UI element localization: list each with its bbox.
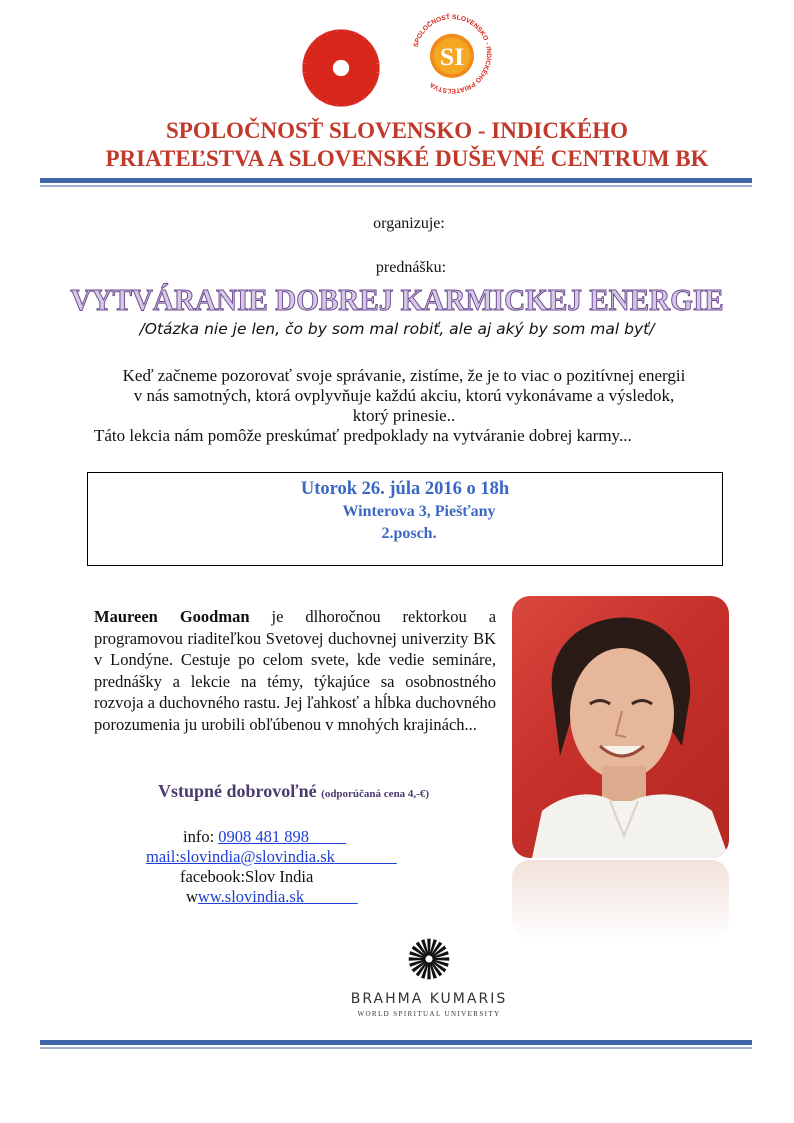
info-label: info:	[183, 827, 219, 846]
intro-line: Táto lekcia nám pomôže preskúmať predpoklady na vytváranie dobrej karmy...	[94, 426, 632, 445]
society-logo	[406, 8, 498, 100]
lecture-label: prednášku:	[375, 259, 447, 276]
footer-org-name: BRAHMA KUMARIS	[350, 991, 508, 1007]
web-prefix: w	[186, 887, 198, 906]
contact-mail-row	[146, 847, 397, 867]
org-title-line2: PRIATEĽSTVA A SLOVENSKÉ DUŠEVNÉ CENTRUM BK	[105, 146, 709, 171]
event-details-box	[87, 472, 723, 566]
web-link[interactable]: ww.slovindia.sk	[197, 887, 305, 906]
header-divider	[40, 178, 752, 187]
intro-line: ktorý prinesie..	[352, 406, 456, 425]
intro-paragraph	[94, 366, 714, 446]
entry-fee	[158, 781, 429, 802]
speaker-name: Maureen Goodman	[94, 607, 250, 626]
contact-web-row	[146, 887, 397, 907]
event-date: Utorok 26. júla 2016 o 18h	[300, 479, 510, 499]
logo-monogram: SI	[439, 42, 465, 72]
contacts	[146, 827, 397, 907]
sun-logo-icon	[300, 27, 382, 109]
mail-link[interactable]: mail:slovindia@slovindia.sk	[146, 847, 335, 866]
intro-line: v nás samotných, ktorá ovplyvňuje každú akciu, ktorú vykonávame a výsledok,	[133, 386, 675, 405]
entry-note: (odporúčaná cena 4,-€)	[321, 788, 430, 800]
lecture-subtitle: /Otázka nie je len, čo by som mal robiť, ale aj aký by som mal byť/	[139, 320, 655, 338]
facebook-text: facebook:Slov India	[180, 867, 314, 886]
logo-ring-text: SPOLOČNOSŤ SLOVENSKO - INDICKÉHO PRIATEĽSTVA	[412, 13, 493, 95]
entry-label: Vstupné dobrovoľné	[158, 781, 317, 801]
brahma-kumaris-logo-icon	[407, 936, 451, 982]
org-title-line1: SPOLOČNOSŤ SLOVENSKO - INDICKÉHO	[165, 118, 628, 143]
contact-phone-row	[146, 827, 397, 847]
footer-org-sub: WORLD SPIRITUAL UNIVERSITY	[357, 1010, 501, 1018]
speaker-photo	[512, 596, 729, 858]
speaker-bio	[94, 606, 496, 735]
speaker-portrait-image	[512, 596, 729, 858]
speaker-bio-text: je dlhoročnou rektorkou a programovou riaditeľkou Svetovej duchovnej univerzity BK v Londýne. Cestuje po celom svete, kde vedie semináre, prednášky a lekcie na témy, týkajúce sa osobnostného rozvoja a duchovného rastu. Jej ľahkosť a hĺbka duchovného porozumenia ju urobili obľúbenou v mnohých krajinách...	[94, 607, 497, 734]
contact-facebook-row	[146, 867, 397, 887]
event-floor: 2.posch.	[381, 525, 437, 542]
lecture-title: VYTVÁRANIE DOBREJ KARMICKEJ ENERGIE	[70, 282, 724, 317]
organizes-label: organizuje:	[373, 215, 445, 232]
intro-line: Keď začneme pozorovať svoje správanie, zistíme, že je to viac o pozitívnej energii	[122, 366, 686, 385]
phone-link[interactable]: 0908 481 898	[218, 827, 310, 846]
footer-divider	[40, 1040, 752, 1049]
event-address: Winterova 3, Piešťany	[342, 503, 496, 520]
speaker-photo-reflection	[512, 860, 729, 940]
